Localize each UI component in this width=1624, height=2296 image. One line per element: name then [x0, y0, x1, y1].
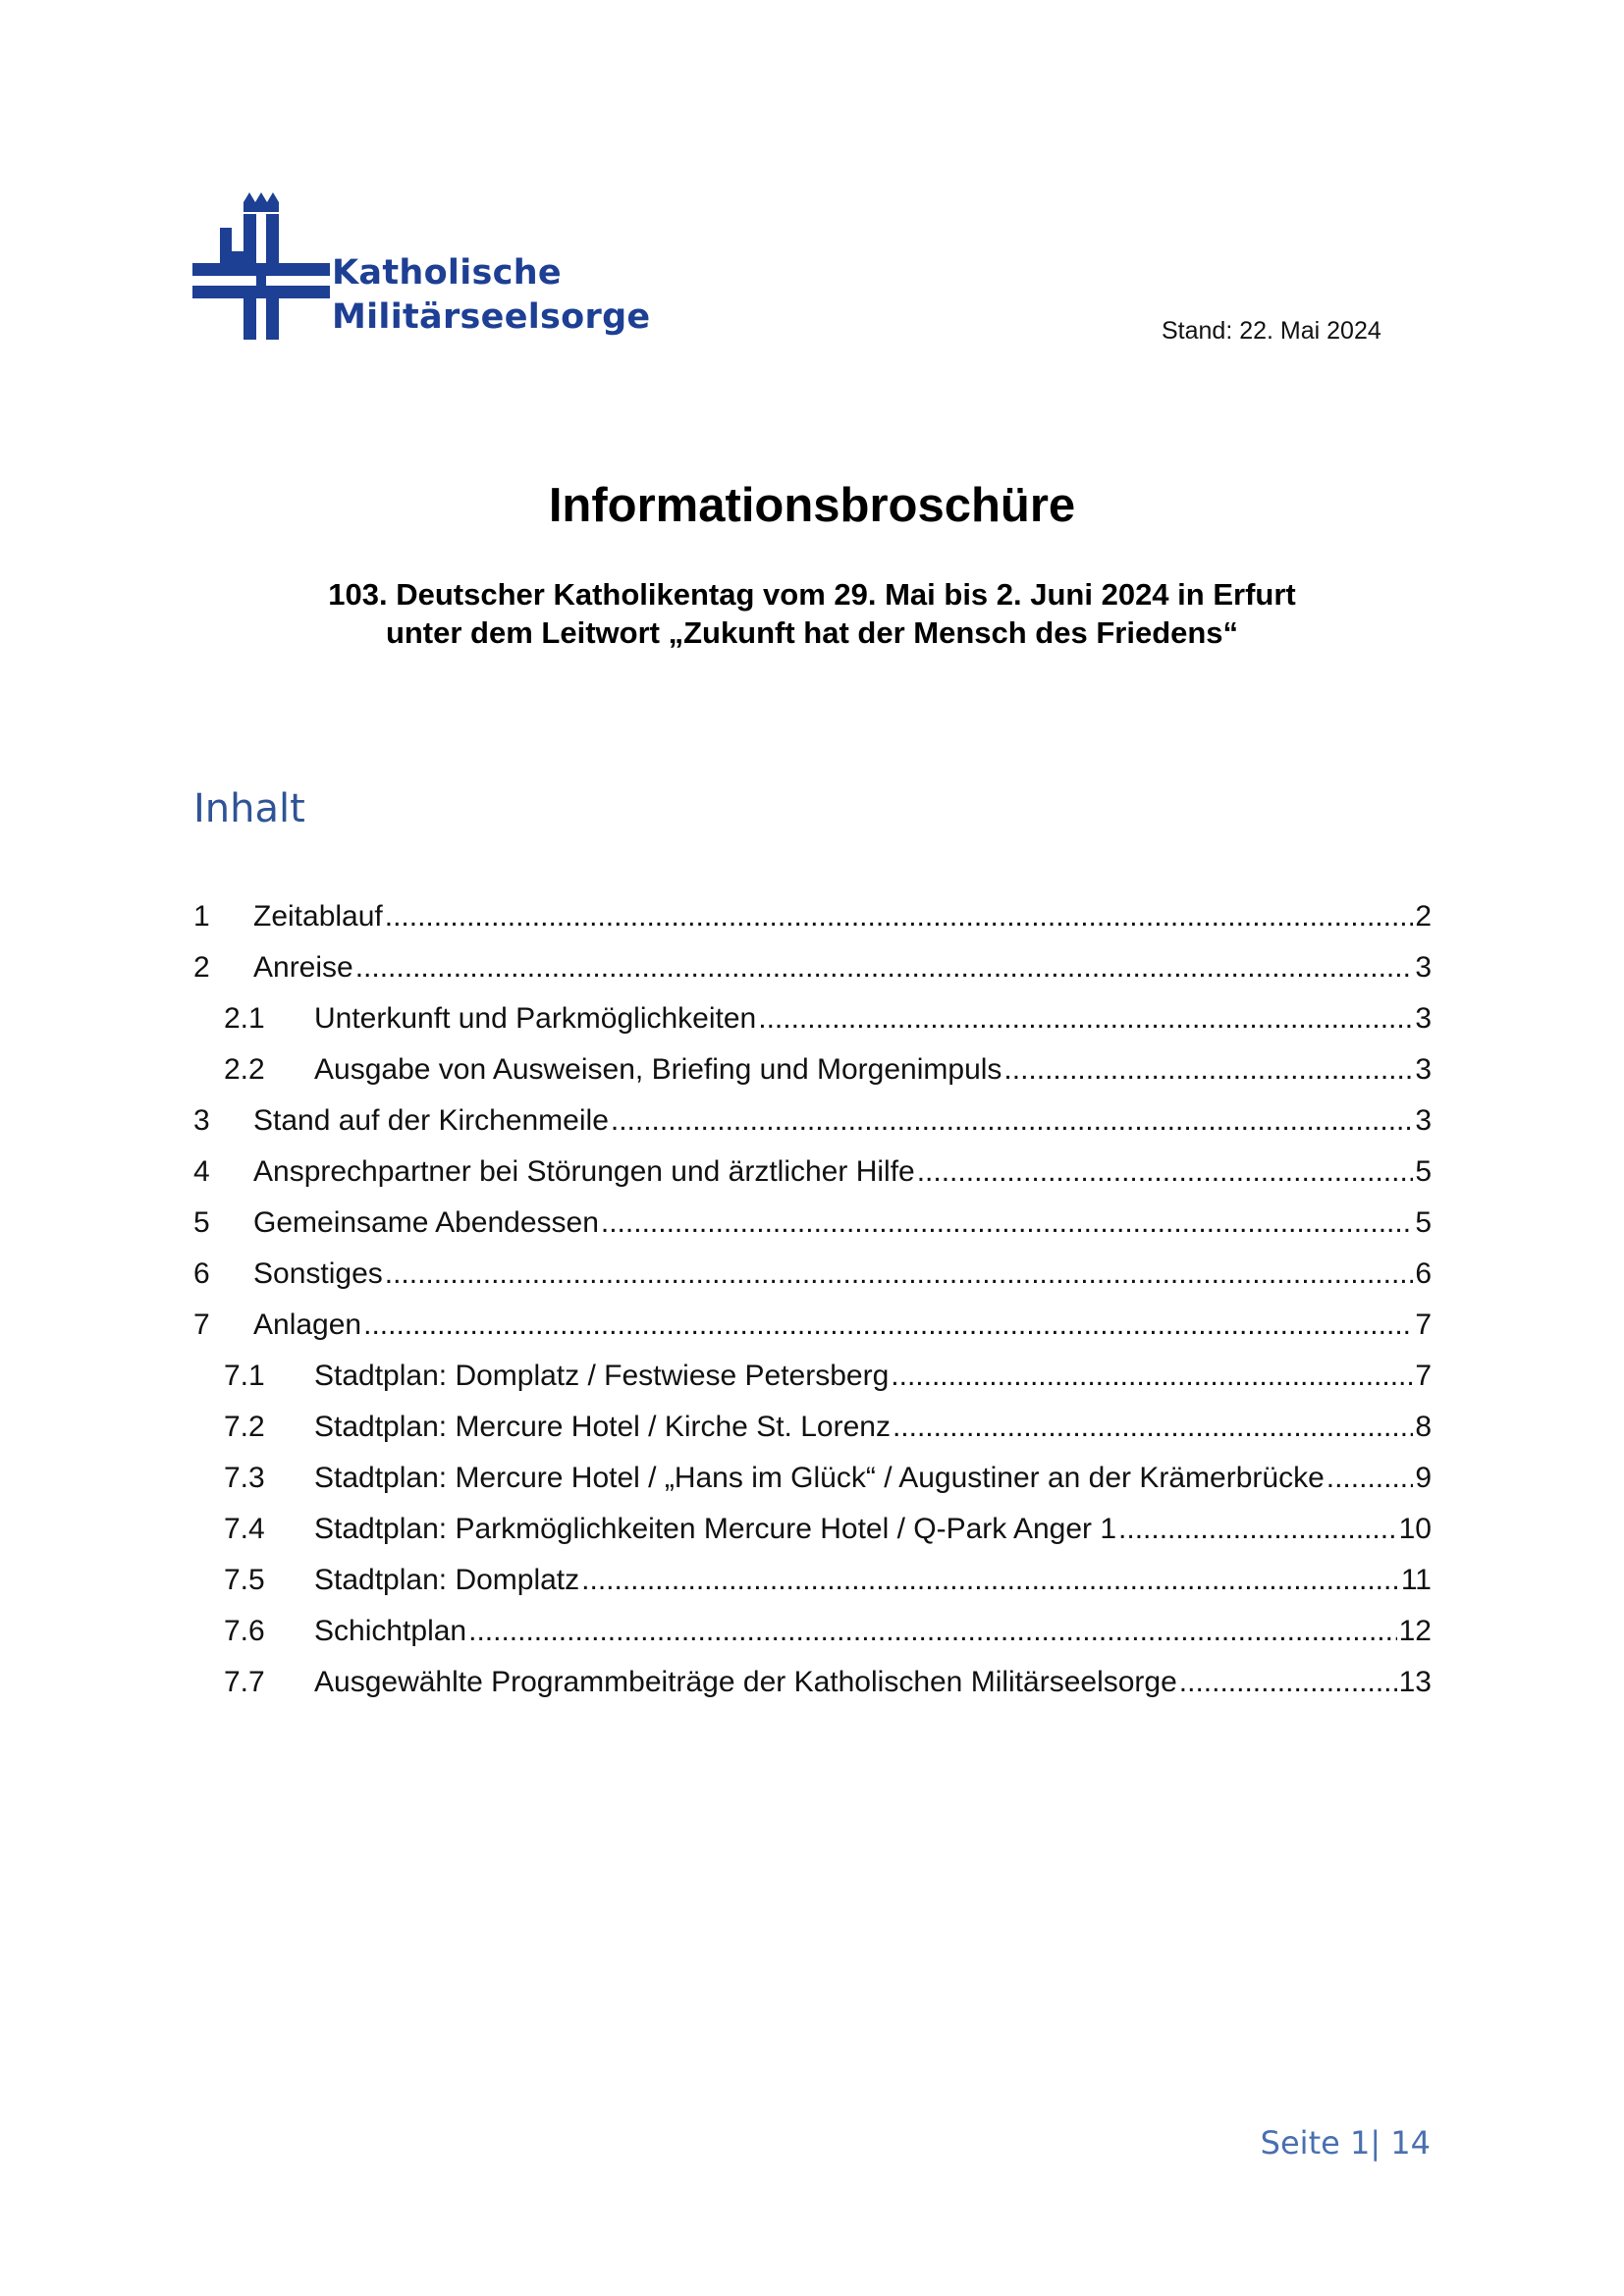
toc-entry[interactable] — [0, 1559, 1624, 1602]
toc-dot-leader — [468, 1610, 1397, 1653]
toc-entry-title: Ausgabe von Ausweisen, Briefing und Morgenimpuls — [314, 1053, 1002, 1086]
toc-entry-page: 6 — [1415, 1257, 1432, 1290]
crowned-cross-logo-icon — [192, 192, 330, 345]
toc-entry-number: 7 — [193, 1308, 210, 1341]
toc-entry-title: Ausgewählte Programmbeiträge der Katholischen Militärseelsorge — [314, 1666, 1177, 1698]
toc-entry-number: 1 — [193, 900, 210, 933]
toc-entry[interactable] — [0, 1201, 1624, 1245]
toc-entry-number: 7.2 — [224, 1411, 265, 1443]
toc-dot-leader — [355, 946, 1414, 989]
toc-entry-page: 11 — [1400, 1564, 1432, 1596]
toc-entry-number: 2.1 — [224, 1002, 265, 1035]
toc-entry-title: Ansprechpartner bei Störungen und ärztlicher Hilfe — [253, 1155, 915, 1188]
toc-entry[interactable] — [0, 1610, 1624, 1653]
toc-entry-title: Gemeinsame Abendessen — [253, 1206, 599, 1239]
toc-entry-title: Sonstiges — [253, 1257, 383, 1290]
toc-entry[interactable] — [0, 1048, 1624, 1092]
toc-entry[interactable] — [0, 1253, 1624, 1296]
page-subtitle — [0, 575, 1624, 652]
toc-entry-title: Stadtplan: Parkmöglichkeiten Mercure Hotel / Q-Park Anger 1 — [314, 1513, 1117, 1545]
toc-entry-page: 3 — [1415, 1002, 1432, 1035]
toc-heading: Inhalt — [193, 786, 305, 831]
logo-line-1: Katholische — [332, 253, 562, 293]
toc-entry[interactable] — [0, 1457, 1624, 1500]
toc-dot-leader — [893, 1406, 1413, 1449]
toc-entry-title: Stand auf der Kirchenmeile — [253, 1104, 609, 1137]
toc-entry-number: 7.7 — [224, 1666, 265, 1698]
toc-entry-page: 12 — [1398, 1615, 1432, 1647]
toc-entry-page: 3 — [1415, 1104, 1432, 1137]
toc-dot-leader — [758, 997, 1413, 1041]
toc-entry-title: Anlagen — [253, 1308, 362, 1341]
toc-entry-page: 2 — [1415, 900, 1432, 933]
logo-line-2: Militärseelsorge — [332, 297, 651, 337]
toc-entry-number: 7.6 — [224, 1615, 265, 1647]
toc-entry-number: 7.1 — [224, 1360, 265, 1392]
logo-text — [332, 251, 650, 340]
toc-entry-page: 8 — [1415, 1411, 1432, 1443]
toc-entry-title: Zeitablauf — [253, 900, 383, 933]
toc-entry-title: Schichtplan — [314, 1615, 467, 1647]
toc-dot-leader — [1179, 1661, 1397, 1704]
subtitle-line-1: 103. Deutscher Katholikentag vom 29. Mai bis 2. Juni 2024 in Erfurt — [328, 577, 1296, 612]
toc-entry[interactable] — [0, 1355, 1624, 1398]
toc-entry-title: Unterkunft und Parkmöglichkeiten — [314, 1002, 757, 1035]
toc-entry-title: Anreise — [253, 951, 353, 984]
toc-dot-leader — [917, 1150, 1414, 1194]
toc-entry[interactable] — [0, 1406, 1624, 1449]
toc-dot-leader — [581, 1559, 1399, 1602]
toc-entry-number: 7.3 — [224, 1462, 265, 1494]
toc-entry-page: 3 — [1415, 1053, 1432, 1086]
page-number-footer: Seite 1| 14 — [1260, 2124, 1431, 2162]
toc-entry-page: 3 — [1415, 951, 1432, 984]
toc-dot-leader — [611, 1099, 1413, 1143]
toc-entry[interactable] — [0, 895, 1624, 938]
toc-entry-number: 4 — [193, 1155, 210, 1188]
toc-dot-leader — [385, 895, 1414, 938]
document-date: Stand: 22. Mai 2024 — [1162, 317, 1381, 345]
subtitle-line-2: unter dem Leitwort „Zukunft hat der Mensch des Friedens“ — [385, 615, 1239, 650]
toc-dot-leader — [385, 1253, 1414, 1296]
toc-entry[interactable] — [0, 1150, 1624, 1194]
toc-entry-page: 9 — [1415, 1462, 1432, 1494]
toc-entry-page: 7 — [1415, 1360, 1432, 1392]
toc-dot-leader — [1003, 1048, 1413, 1092]
toc-entry[interactable] — [0, 997, 1624, 1041]
toc-entry[interactable] — [0, 1304, 1624, 1347]
toc-entry[interactable] — [0, 1099, 1624, 1143]
toc-entry-page: 5 — [1415, 1206, 1432, 1239]
toc-entry-title: Stadtplan: Domplatz — [314, 1564, 580, 1596]
toc-dot-leader — [891, 1355, 1413, 1398]
toc-entry-number: 2 — [193, 951, 210, 984]
toc-dot-leader — [601, 1201, 1413, 1245]
logo — [192, 192, 664, 345]
toc-entry-title: Stadtplan: Domplatz / Festwiese Petersberg — [314, 1360, 890, 1392]
toc-entry-title: Stadtplan: Mercure Hotel / „Hans im Glück“ / Augustiner an der Krämerbrücke — [314, 1462, 1325, 1494]
toc-entry[interactable] — [0, 1508, 1624, 1551]
toc-dot-leader — [1326, 1457, 1414, 1500]
toc-entry-page: 13 — [1398, 1666, 1432, 1698]
toc-entry-page: 10 — [1398, 1513, 1432, 1545]
page-title: Informationsbroschüre — [548, 479, 1076, 532]
toc-entry-number: 5 — [193, 1206, 210, 1239]
toc-dot-leader — [1118, 1508, 1397, 1551]
toc-dot-leader — [363, 1304, 1413, 1347]
toc-entry-number: 6 — [193, 1257, 210, 1290]
toc-entry[interactable] — [0, 1661, 1624, 1704]
toc-entry-number: 3 — [193, 1104, 210, 1137]
toc-entry-number: 7.5 — [224, 1564, 265, 1596]
toc-entry[interactable] — [0, 946, 1624, 989]
toc-entry-page: 7 — [1415, 1308, 1432, 1341]
toc-entry-number: 2.2 — [224, 1053, 265, 1086]
toc-entry-title: Stadtplan: Mercure Hotel / Kirche St. Lorenz — [314, 1411, 891, 1443]
toc-entry-page: 5 — [1415, 1155, 1432, 1188]
toc-entry-number: 7.4 — [224, 1513, 265, 1545]
